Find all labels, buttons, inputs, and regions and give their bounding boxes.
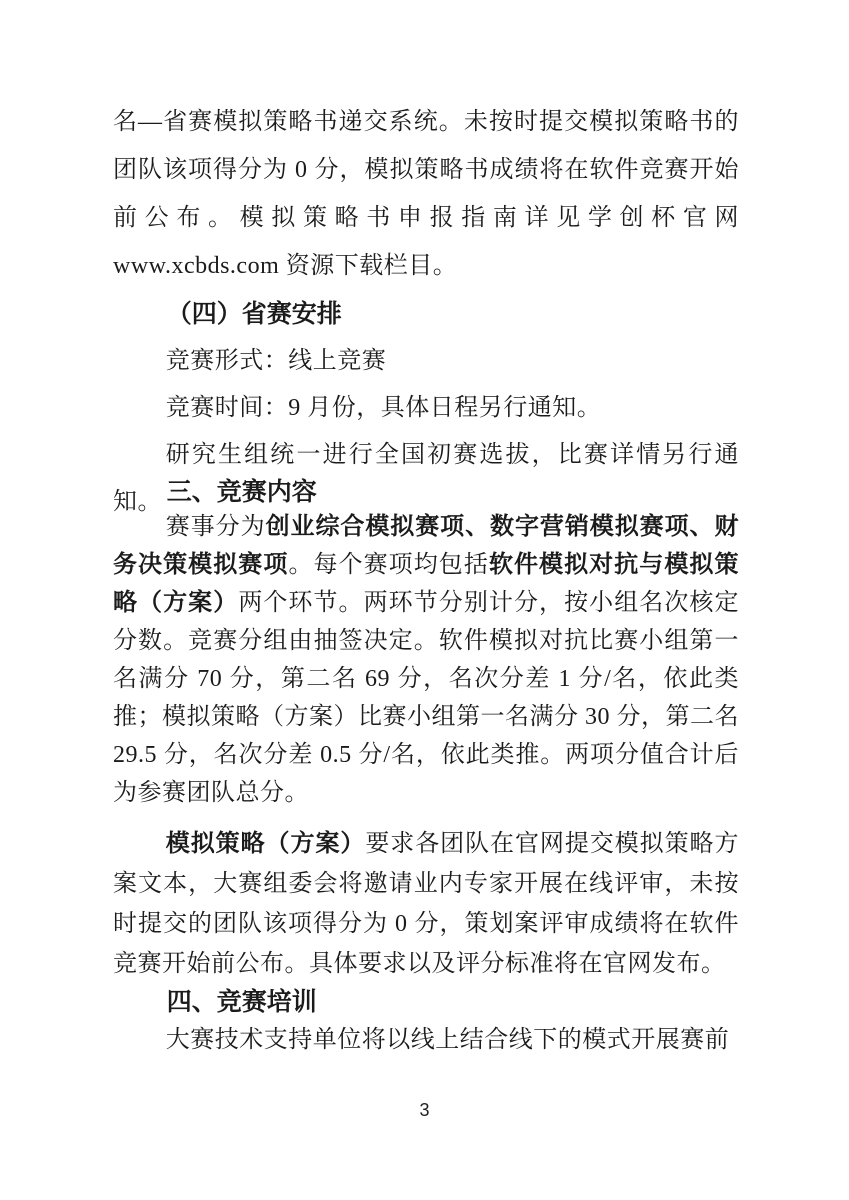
paragraph-competition-format: 竞赛形式：线上竞赛 bbox=[165, 348, 387, 374]
text-segment: 赛事分为 bbox=[165, 514, 266, 540]
heading-competition-training: 四、竞赛培训 bbox=[166, 988, 317, 1016]
text-segment-bold-items: 创业综合模拟赛项、数字营销模拟赛项、财务决策模拟赛项 bbox=[113, 514, 739, 578]
paragraph-graduate-group: 研究生组统一进行全国初赛选拔，比赛详情另行通知。 bbox=[113, 442, 739, 515]
page-number: 3 bbox=[419, 1100, 430, 1120]
paragraph-training-intro: 大赛技术支持单位将以线上结合线下的模式开展赛前 bbox=[165, 1027, 730, 1053]
text-segment: 。每个赛项均包括 bbox=[288, 552, 489, 578]
text-segment: 要求各团队在官网提交模拟策略方案文本，大赛组委会将邀请业内专家开展在线评审，未按时提交的团队该项得分为 0 分，策划案评审成绩将在软件竞赛开始前公布。具体要求以及评分标准将在官网发布。 bbox=[113, 831, 740, 977]
paragraph-competition-time: 竞赛时间：9 月份，具体日程另行通知。 bbox=[165, 395, 602, 421]
text-segment: 两个环节。两环节分别计分，按小组名次核定分数。竞赛分组由抽签决定。软件模拟对抗比赛小组第一名满分 70 分，第二名 69 分，名次分差 1 分/名，依此类推；模拟策略（方案）比赛小组第一名满分 30 分，第二名 29.5 分，名次分差 0.5 分/名，依此类推。两项分值合计后为参赛团队总分。 bbox=[113, 590, 739, 806]
text-segment-bold-stages: 软件模拟对抗与模拟策略（方案） bbox=[113, 552, 739, 616]
paragraph-competition-items bbox=[113, 508, 739, 812]
heading-provincial-arrangement: （四）省赛安排 bbox=[166, 300, 342, 328]
text-segment-bold-strategy: 模拟策略（方案） bbox=[165, 831, 366, 857]
paragraph-strategy-book-submission: 名—省赛模拟策略书递交系统。未按时提交模拟策略书的团队该项得分为 0 分，模拟策略书成绩将在软件竞赛开始前公布。模拟策略书申报指南详见学创杯官网 www.xcbds.com 资源下载栏目。 bbox=[113, 109, 739, 279]
paragraph-strategy-review bbox=[113, 824, 739, 984]
heading-competition-content: 三、竞赛内容 bbox=[166, 478, 317, 506]
